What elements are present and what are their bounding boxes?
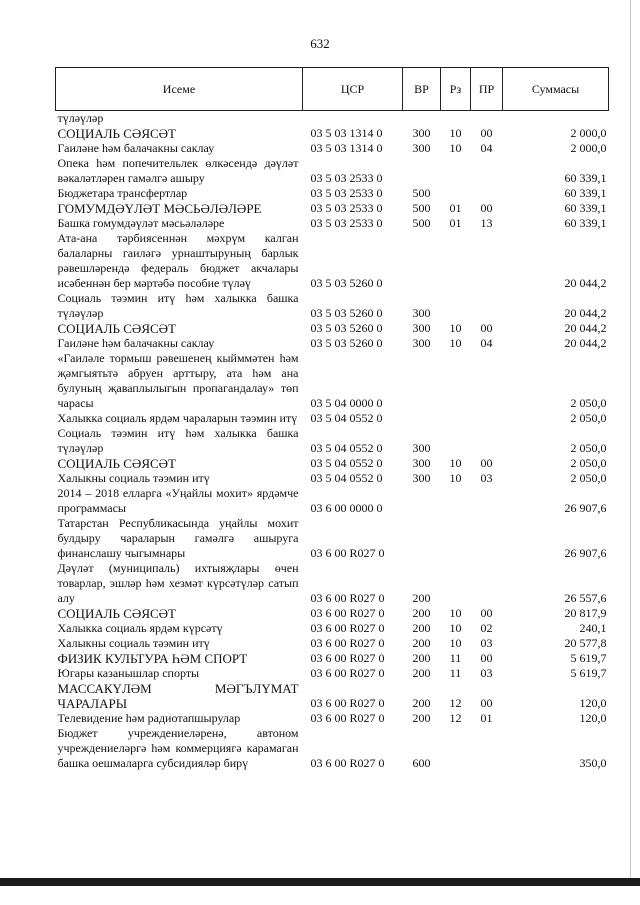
row-vr: 300 (412, 456, 431, 470)
row-sum: 120,0 (579, 711, 607, 725)
row-sum: 2 050,0 (570, 471, 607, 485)
row-pr: 04 (480, 141, 493, 155)
row-name: 2014 – 2018 елларга «Уңайлы мохит» ярдәмче программасы (57, 486, 299, 515)
table-row (56, 411, 609, 426)
row-csr: 03 5 03 2533 0 (310, 171, 383, 185)
row-sum: 26 907,6 (564, 546, 607, 560)
row-csr: 03 6 00 R027 0 (310, 546, 385, 560)
row-pr (471, 186, 503, 201)
budget-table (55, 67, 609, 771)
table-row (56, 141, 609, 156)
row-vr: 200 (412, 711, 431, 725)
row-csr: 03 5 03 5260 0 (310, 276, 383, 290)
row-rz: 10 (449, 141, 462, 155)
table-row (56, 486, 609, 516)
row-vr: 500 (412, 186, 431, 200)
row-sum: 20 044,2 (564, 321, 607, 335)
table-row (56, 231, 609, 291)
table-row (56, 561, 609, 606)
row-sum: 240,1 (579, 621, 607, 635)
row-csr: 03 5 04 0000 0 (310, 396, 383, 410)
row-rz: 01 (449, 201, 462, 215)
row-name: Халыкка социаль ярдәм чараларын тәэмин итү (57, 411, 298, 425)
row-vr: 200 (412, 666, 431, 680)
row-rz: 10 (449, 471, 462, 485)
row-name: СОЦИАЛЬ СӘЯСӘТ (57, 126, 176, 141)
table-row (56, 711, 609, 726)
row-name: Халыкны социаль тәэмин итү (57, 471, 210, 485)
row-vr (403, 231, 441, 291)
row-rz: 01 (449, 216, 462, 230)
row-rz: 11 (449, 651, 462, 665)
row-vr (403, 351, 441, 411)
row-name: Гаиләне һәм балачакны саклау (57, 141, 215, 155)
row-vr: 200 (412, 591, 431, 605)
row-sum: 2 050,0 (570, 456, 607, 470)
table-row (56, 321, 609, 336)
row-pr (471, 111, 503, 127)
row-rz: 10 (449, 621, 462, 635)
table-row (56, 606, 609, 621)
row-name: Социаль тәэмин итү һәм халыкка башка түләүләр (57, 426, 299, 455)
row-csr: 03 6 00 R027 0 (310, 636, 385, 650)
row-sum: 5 619,7 (570, 666, 607, 680)
table-row (56, 651, 609, 666)
row-csr: 03 5 03 1314 0 (310, 141, 383, 155)
row-name: Халыкка социаль ярдәм күрсәтү (57, 621, 223, 635)
header-name: Исеме (56, 68, 303, 111)
row-vr: 500 (412, 201, 431, 215)
row-csr: 03 6 00 R027 0 (310, 651, 385, 665)
row-vr: 300 (412, 471, 431, 485)
row-csr: 03 5 03 1314 0 (310, 126, 383, 140)
row-vr: 300 (412, 306, 431, 320)
row-pr (471, 156, 503, 186)
table-row (56, 186, 609, 201)
row-sum: 26 557,6 (564, 591, 607, 605)
row-rz: 10 (449, 456, 462, 470)
header-csr: ЦСР (303, 68, 403, 111)
row-pr: 00 (480, 321, 493, 335)
header-vr: ВР (403, 68, 441, 111)
row-name: Телевидение һәм радиотапшырулар (57, 711, 241, 725)
table-row (56, 621, 609, 636)
row-name: Гаиләне һәм балачакны саклау (57, 336, 215, 350)
row-sum: 2 050,0 (570, 441, 607, 455)
row-rz: 10 (449, 126, 462, 140)
row-vr: 300 (412, 141, 431, 155)
row-pr: 03 (480, 636, 493, 650)
row-name: ГОМУМДӘҮЛӘТ МӘСЬӘЛӘЛӘРЕ (57, 201, 262, 216)
row-sum: 20 817,9 (564, 606, 607, 620)
row-pr: 00 (480, 696, 493, 710)
row-name: «Гаиләле тормыш рәвешенең кыйммәтен һәм җәмгыятьтә абруен арттыру, ата һәм ана булуның җаваплылыгын пропагандалау» төп чарасы (57, 351, 299, 410)
row-rz (441, 351, 471, 411)
table-row (56, 681, 609, 711)
row-vr: 300 (412, 336, 431, 350)
row-sum: 2 000,0 (570, 126, 607, 140)
row-name: Дәүләт (муниципаль) ихтыяҗлары өчен товарлар, эшләр һәм хезмәт күрсәтүләр сатып алу (57, 561, 299, 605)
table-row (56, 336, 609, 351)
row-name: СОЦИАЛЬ СӘЯСӘТ (57, 606, 176, 621)
row-pr: 04 (480, 336, 493, 350)
row-vr: 200 (412, 621, 431, 635)
row-sum: 2 000,0 (570, 141, 607, 155)
row-rz (441, 426, 471, 456)
row-csr: 03 5 03 2533 0 (310, 216, 383, 230)
row-name: Бюджетара трансфертлар (57, 186, 188, 200)
row-pr: 13 (480, 216, 493, 230)
header-pr: ПР (471, 68, 503, 111)
row-pr (471, 561, 503, 606)
row-csr: 03 5 04 0552 0 (310, 441, 383, 455)
header-sum: Суммасы (503, 68, 609, 111)
row-name: Бюджет учреждениеләренә, автоном учреждениеләргә һәм коммерциягә карамаган башка оешмаларга субсидияләр бирү (57, 726, 299, 770)
table-row (56, 666, 609, 681)
row-vr: 300 (412, 126, 431, 140)
row-csr: 03 6 00 R027 0 (310, 666, 385, 680)
row-vr: 200 (412, 606, 431, 620)
row-rz (441, 486, 471, 516)
scan-bottom-bar (0, 878, 640, 886)
row-sum (503, 111, 609, 127)
page-edge-line (630, 0, 631, 878)
row-sum: 2 050,0 (570, 396, 607, 410)
row-pr: 00 (480, 456, 493, 470)
row-csr: 03 6 00 R027 0 (310, 711, 385, 725)
table-row (56, 216, 609, 231)
row-sum: 2 050,0 (570, 411, 607, 425)
table-row (56, 636, 609, 651)
row-rz: 10 (449, 636, 462, 650)
row-rz (441, 186, 471, 201)
table-row (56, 516, 609, 561)
row-rz (441, 516, 471, 561)
row-sum: 26 907,6 (564, 501, 607, 515)
row-vr: 600 (412, 756, 431, 770)
table-row (56, 201, 609, 216)
row-rz: 11 (449, 666, 462, 680)
row-name: ФИЗИК КУЛЬТУРА ҺӘМ СПОРТ (57, 651, 248, 666)
table-row (56, 426, 609, 456)
row-csr: 03 5 03 2533 0 (310, 201, 383, 215)
row-csr: 03 6 00 R027 0 (310, 621, 385, 635)
row-csr: 03 6 00 R027 0 (310, 756, 385, 770)
row-name: СОЦИАЛЬ СӘЯСӘТ (57, 456, 176, 471)
table-row (56, 291, 609, 321)
row-sum: 350,0 (579, 756, 607, 770)
page-number: 632 (310, 36, 330, 51)
row-rz: 12 (449, 711, 462, 725)
table-header-row (56, 68, 609, 111)
row-pr (471, 351, 503, 411)
row-rz (441, 156, 471, 186)
table-row (56, 726, 609, 771)
row-sum: 5 619,7 (570, 651, 607, 665)
row-pr (471, 726, 503, 771)
budget-table-container (55, 67, 608, 771)
table-row (56, 456, 609, 471)
row-name: Югары казанышлар спорты (57, 666, 200, 680)
row-pr (471, 426, 503, 456)
row-sum: 120,0 (579, 696, 607, 710)
row-vr: 300 (412, 321, 431, 335)
table-body (56, 111, 609, 772)
row-sum: 20 044,2 (564, 276, 607, 290)
row-pr (471, 231, 503, 291)
row-rz: 10 (449, 336, 462, 350)
row-vr (403, 516, 441, 561)
row-csr: 03 5 04 0552 0 (310, 456, 383, 470)
row-name: түләүләр (57, 111, 104, 125)
row-pr (471, 486, 503, 516)
row-name: Ата-ана тәрбиясеннән мәхрүм калган балаларны гаиләгә урнаштыруның барлык рәвешләрендә федераль бюджет акчалары исәбеннән бер мәртәбә пособие түләү (57, 231, 299, 290)
row-pr: 00 (480, 201, 493, 215)
row-name: Татарстан Республикасында уңайлы мохит булдыру чараларын гамәлгә ашыруга финанслашу чыгымнары (57, 516, 299, 560)
row-csr: 03 6 00 R027 0 (310, 606, 385, 620)
row-csr: 03 5 04 0552 0 (310, 471, 383, 485)
row-sum: 60 339,1 (564, 171, 607, 185)
row-name: Социаль тәэмин итү һәм халыкка башка түләүләр (57, 291, 299, 320)
row-pr: 03 (480, 471, 493, 485)
row-rz (441, 231, 471, 291)
row-vr: 200 (412, 651, 431, 665)
row-csr: 03 6 00 R027 0 (310, 696, 385, 710)
row-pr: 01 (480, 711, 493, 725)
row-rz: 10 (449, 606, 462, 620)
row-sum: 60 339,1 (564, 186, 607, 200)
row-sum: 20 044,2 (564, 306, 607, 320)
row-name: Башка гомумдәүләт мәсьәләләре (57, 216, 225, 230)
row-csr: 03 6 00 R027 0 (310, 591, 385, 605)
table-row (56, 126, 609, 141)
row-name: МАССАКҮЛӘМ МӘГЪЛҮМАТ ЧАРАЛАРЫ (57, 681, 299, 711)
row-pr: 03 (480, 666, 493, 680)
table-row (56, 111, 609, 127)
row-sum: 20 044,2 (564, 336, 607, 350)
row-rz: 12 (449, 696, 462, 710)
row-vr: 200 (412, 696, 431, 710)
row-name: Халыкны социаль тәэмин итү (57, 636, 210, 650)
row-csr (303, 111, 403, 127)
row-vr (403, 156, 441, 186)
row-sum: 20 577,8 (564, 636, 607, 650)
row-vr (403, 411, 441, 426)
table-row (56, 351, 609, 411)
row-pr (471, 516, 503, 561)
row-rz (441, 111, 471, 127)
row-csr: 03 5 03 5260 0 (310, 306, 383, 320)
table-row (56, 471, 609, 486)
header-rz: Рз (441, 68, 471, 111)
row-rz (441, 726, 471, 771)
row-rz (441, 291, 471, 321)
row-csr: 03 5 03 5260 0 (310, 336, 383, 350)
row-pr (471, 411, 503, 426)
row-name: СОЦИАЛЬ СӘЯСӘТ (57, 321, 176, 336)
row-pr (471, 291, 503, 321)
row-csr: 03 5 03 5260 0 (310, 321, 383, 335)
row-vr: 500 (412, 216, 431, 230)
row-sum: 60 339,1 (564, 201, 607, 215)
row-vr: 200 (412, 636, 431, 650)
row-csr: 03 5 03 2533 0 (310, 186, 383, 200)
row-sum: 60 339,1 (564, 216, 607, 230)
row-pr: 00 (480, 606, 493, 620)
row-rz (441, 561, 471, 606)
row-vr (403, 486, 441, 516)
row-pr: 00 (480, 651, 493, 665)
row-vr: 300 (412, 441, 431, 455)
row-name: Опека һәм попечительлек өлкәсендә дәүләт вәкаләтләрен гамәлгә ашыру (57, 156, 299, 185)
row-csr: 03 5 04 0552 0 (310, 411, 383, 425)
row-rz (441, 411, 471, 426)
table-row (56, 156, 609, 186)
row-vr (403, 111, 441, 127)
row-csr: 03 6 00 0000 0 (310, 501, 383, 515)
row-pr: 02 (480, 621, 493, 635)
row-rz: 10 (449, 321, 462, 335)
row-pr: 00 (480, 126, 493, 140)
